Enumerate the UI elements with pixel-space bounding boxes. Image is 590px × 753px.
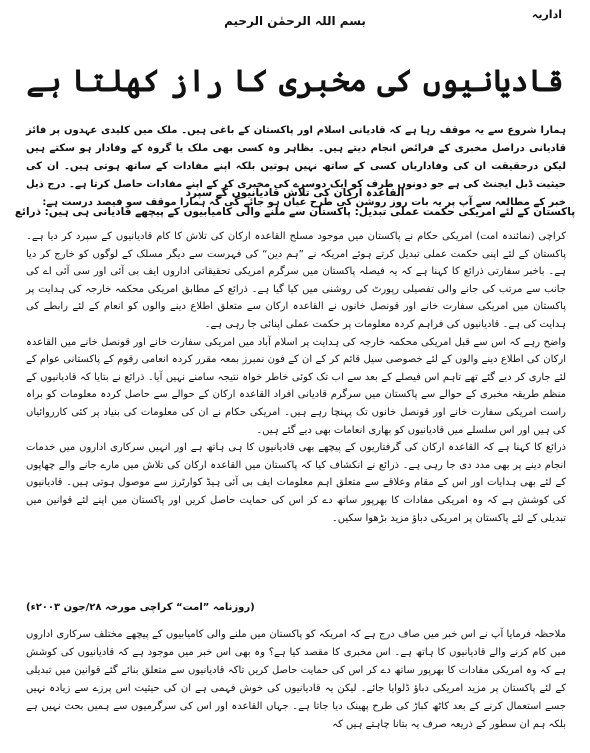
news-dateline: پاکستان کے لئے امریکی حکمت عملی تبدیل: پاکستان سے ملنے والی کامیابیوں کے پیچھے قادیانی ہی ہیں: ذرائع <box>14 206 576 218</box>
news-article <box>26 228 566 527</box>
intro-text: ہمارا شروع سے یہ موقف رہا ہے کہ قادیانی اسلام اور پاکستان کے باغی ہیں۔ ملک میں کلیدی عہدوں پر فائز قادیانی دراصل مخبری کے فرائض انجام دیتے ہیں۔ بظاہر وہ کسی بھی ملک یا گروہ کے وفادار ہو سکتے ہیں لیکن درحقیقت ان کی وفاداریاں کسی کے ساتھ نہیں ہوتیں بلکہ اپنے مفادات کے ساتھ ہوتی ہیں۔ ان کی حیثیت ڈبل ایجنٹ کی ہے جو دونوں طرف کو ایک دوسرے کی مخبری کر کے اپنے مفادات حاصل کرتا ہے۔ درج ذیل خبر کے مطالعہ سے آپ پر یہ بات روز روشن کی طرح عیاں ہو جائے گی کہ ہمارا موقف سو فیصد درست ہے: <box>26 125 566 208</box>
closing-paragraph: ملاحظہ فرمایا آپ نے اس خبر میں صاف درج ہے کہ امریکہ کو پاکستان میں ملنے والی کامیابیوں کے پیچھے مختلف سرکاری اداروں میں کام کرنے والے قادیانیوں کا ہاتھ ہے۔ اس مخبری کا مقصد کیا ہے؟ وہ بھی اس خبر میں موجود ہے کہ قادیانیوں کی کوشش ہے کہ وہ امریکی مفادات کا بھرپور ساتھ دے کر اس کی حمایت حاصل کریں تاکہ قادیانیوں سے متعلق بنائے گئے قوانین میں تبدیلی کے لئے پاکستان پر مزید امریکی دباؤ ڈلوایا جائے۔ لیکن یہ قادیانیوں کی خوش فہمی ہے ان کی حیثیت اس پرزے سے زیادہ نہیں جسے استعمال کرنے کے بعد کاٹھ کباڑ کی طرح پھینک دیا جاتا ہے۔ جہاں القاعدہ اور اس کی سرگرمیوں سے ہمیں بحث نہیں ہے بلکہ ہم ان سطور کے ذریعہ صرف یہ بتانا چاہتے ہیں کہ <box>26 629 566 730</box>
source-citation: (روزنامہ ”امت“ کراچی مورخہ ۲۸/جون ۲۰۰۳ء) <box>26 602 255 613</box>
article-paragraph: واضح رہے کہ اس سے قبل امریکی محکمہ خارجہ کی ہدایت پر اسلام آباد میں امریکی سفارت خانے اور قونصل خانے میں القاعدہ ارکان کی اطلاع دینے والوں کے لئے خصوصی سیل قائم کر کے ان کے فون نمبرز بمعہ مقرر کردہ انعامی رقوم کے پاکستانی عوام کے لئے جاری کر دیے گئے تھے تاہم اس فیصلے کے بعد سے اب تک کوئی خاطر خواہ نتیجہ سامنے نہیں آیا۔ ذرائع نے بتایا کہ قادیانیوں کے منظم طریقہ مخبری کے حوالے سے پاکستان میں سرگرم قادیانی افراد القاعدہ ارکان کے حوالے سے حاصل کردہ معلومات کو براہ راست امریکی سفارت خانے اور قونصل خانوں تک پہنچا رہے ہیں۔ امریکی حکام نے ان کی معلومات کی بنیاد پر کئی کارروائیاں کی ہیں اور اس سلسلے میں قادیانیوں کو بھاری انعامات بھی دیے گئے ہیں۔ <box>26 336 566 436</box>
page-title: قادیانیوں کی مخبری کا راز کھلتا ہے <box>26 64 564 99</box>
closing-commentary <box>26 626 566 734</box>
bismillah-heading: بسم اللہ الرحمٰن الرحیم <box>224 14 366 28</box>
article-paragraph: کراچی (نمائندہ امت) امریکی حکام نے پاکستان میں موجود مسلح القاعدہ ارکان کی تلاش کا کام قادیانیوں کے سپرد کر دیا ہے۔ پاکستان کے لئے اپنی حکمت عملی تبدیل کرتے ہوئے امریکہ نے ”ہم دین“ کی فہرست سے دیگر مسلک کے لوگوں کو خارج کر دیا ہے۔ باخبر سفارتی ذرائع کا کہنا ہے کہ یہ فیصلہ پاکستان میں سرگرم امریکی تحقیقاتی اداروں ایف بی آئی اور سی آئی اے کی جانب سے مرتب کی جانے والی تفصیلی رپورٹ کی روشنی میں کیا گیا ہے۔ ذرائع کے مطابق امریکی محکمہ خارجہ کی ہدایت پر پاکستان میں امریکی سفارت خانے اور قونصل خانوں نے القاعدہ ارکان سے متعلق اطلاع دینے والوں کو انعام کے لئے رابطے کی ہدایت کی ہے۔ قادیانیوں کی فراہم کردہ معلومات پر حکمت عملی اپنائی جا رہی ہے۔ <box>26 231 566 330</box>
article-paragraph: ذرائع کا کہنا ہے کہ القاعدہ ارکان کی گرفتاریوں کے پیچھے بھی قادیانیوں کا ہی ہاتھ ہے اور انہیں سرکاری اداروں میں خدمات انجام دینے پر بھی مدد دی جا رہی ہے۔ ذرائع نے انکشاف کیا کہ پاکستان میں القاعدہ ارکان کی تلاش میں مارے جانے والے چھاپوں کے لئے بھی ہدایات اور اس کے مقام وعلاقے سے متعلق اہم معلومات ایف بی آئی ہیڈ کوارٹرز سے موصول ہوتی ہیں۔ قادیانیوں کی کوشش ہے کہ وہ امریکی مفادات کا بھرپور ساتھ دے کر اس کی حمایت حاصل کریں اور پاکستان میں اپنے لئے قوانین میں تبدیلی کے لئے پاکستان پر امریکی دباؤ مزید بڑھوا سکیں۔ <box>26 442 567 524</box>
section-label: اداریہ <box>531 8 562 21</box>
news-boxed-subheading: القاعدہ ارکان کی تلاش قادیانیوں کے سپرد <box>185 187 405 199</box>
